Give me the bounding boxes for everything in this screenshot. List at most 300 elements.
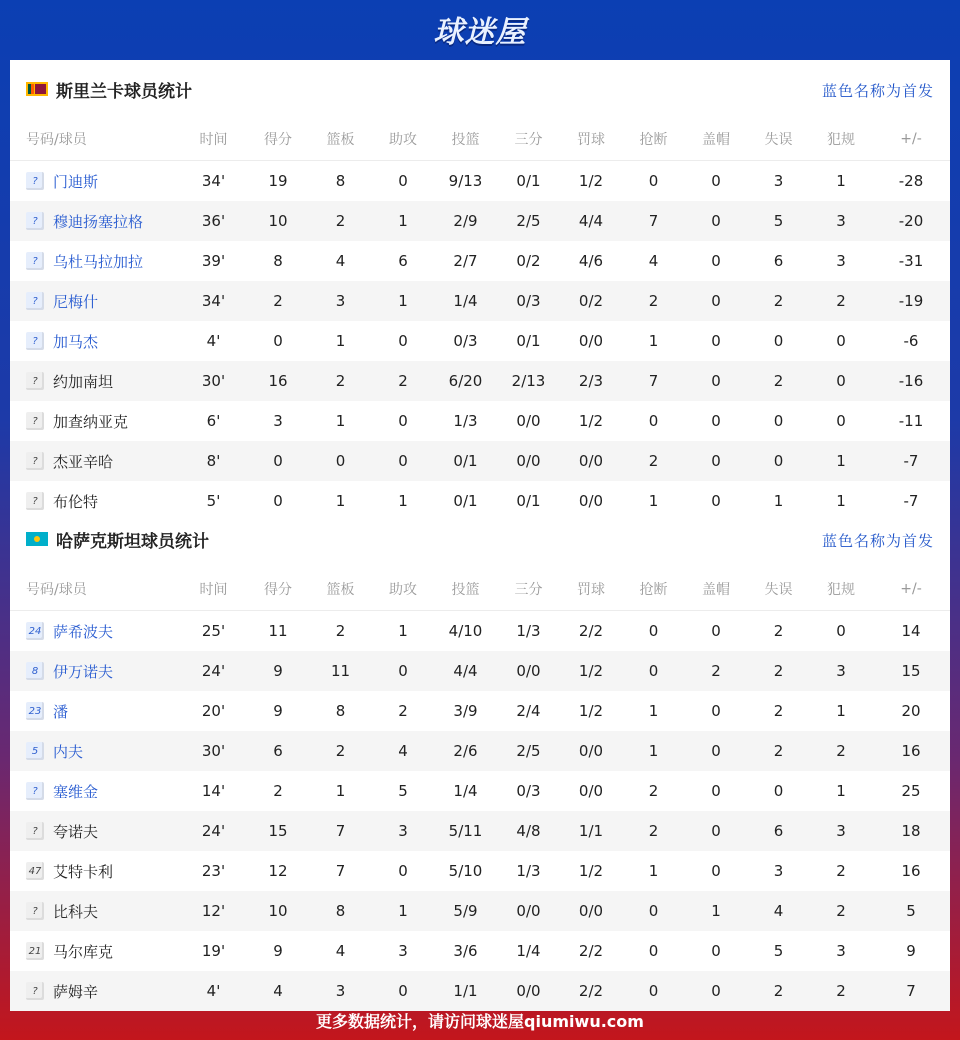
logo-text: 球迷屋 [433, 15, 527, 50]
player-name: 布伦特 [53, 492, 99, 511]
stat-cell: 3 [836, 252, 846, 270]
jersey-number-badge: ? [26, 332, 44, 350]
stat-cell: 2 [247, 281, 309, 321]
stat-cell: 0 [773, 332, 784, 350]
stat-cell: 9 [273, 702, 283, 720]
player-cell[interactable] [10, 691, 180, 731]
stat-cell: 8' [180, 441, 247, 481]
stat-cell: 1/2 [578, 412, 604, 430]
player-name: 艾特卡利 [53, 862, 114, 881]
stat-cell: 2/7 [453, 252, 478, 270]
player-stats-table [10, 118, 950, 521]
starter-player-name-link[interactable]: 潘 [53, 702, 69, 721]
stat-cell: 0 [372, 651, 434, 691]
stat-cell: 0 [622, 891, 685, 931]
stat-cell: 4/6 [578, 252, 604, 270]
table-row [10, 441, 950, 481]
player-name: 马尔库克 [53, 942, 114, 961]
stat-cell: 30' [180, 731, 247, 771]
stat-cell: -7 [903, 492, 919, 510]
stat-cell: 0/1 [434, 441, 497, 481]
stat-cell: 0/3 [497, 281, 560, 321]
stat-cell: 6 [398, 252, 408, 270]
table-header-row [10, 568, 950, 611]
starter-player-name-link[interactable]: 穆迪扬塞拉格 [53, 212, 144, 231]
stat-cell: 12' [180, 891, 247, 931]
player-cell [10, 891, 180, 931]
stat-cell: 1/4 [453, 782, 478, 800]
stat-cell: 24' [180, 651, 247, 691]
stat-cell: 2/2 [578, 622, 604, 640]
stat-cell: 6 [247, 731, 309, 771]
stat-cell: 14 [901, 622, 921, 640]
stat-cell: 0/1 [516, 332, 541, 350]
stat-cell: 1/3 [453, 412, 478, 430]
stat-cell: 3 [836, 942, 846, 960]
stat-cell: 2 [309, 731, 372, 771]
stat-cell: 0/0 [497, 971, 560, 1011]
stat-cell: 4 [747, 891, 810, 931]
player-name: 萨姆辛 [53, 982, 99, 1001]
stat-cell: 4' [206, 332, 221, 350]
player-cell[interactable] [10, 201, 180, 241]
stat-cell: 0 [273, 332, 283, 350]
stat-cell: 3 [309, 971, 372, 1011]
stat-cell: 0 [711, 412, 721, 430]
stat-cell: 9 [906, 942, 916, 960]
stat-cell: 20 [901, 702, 921, 720]
stat-cell: 1 [836, 702, 846, 720]
stat-cell: 15 [247, 811, 309, 851]
stat-cell: 2 [810, 891, 872, 931]
stat-cell: 1/1 [560, 811, 622, 851]
stat-cell: 10 [247, 891, 309, 931]
stat-cell: 2/3 [560, 361, 622, 401]
stat-cell: 25 [901, 782, 921, 800]
player-cell [10, 851, 180, 891]
starter-player-name-link[interactable]: 乌杜马拉加拉 [53, 252, 144, 271]
stat-cell: 4 [335, 252, 346, 270]
kazakhstan-flag-icon [26, 532, 48, 546]
stat-cell: 3 [372, 811, 434, 851]
column-header: 篮板 [309, 118, 372, 161]
player-cell[interactable] [10, 771, 180, 811]
table-row [10, 891, 950, 931]
column-header: 得分 [247, 568, 309, 611]
stat-cell: 0/0 [497, 651, 560, 691]
stat-cell: 1 [335, 332, 346, 350]
stat-cell: 15 [872, 651, 950, 691]
stat-cell: 1 [622, 731, 685, 771]
stats-card [10, 60, 950, 1000]
stat-cell: 0 [648, 412, 659, 430]
jersey-number-badge: 8 [26, 662, 44, 680]
stat-cell: 0/3 [453, 332, 478, 350]
stat-cell: 5/10 [448, 862, 483, 880]
stat-cell: 30' [180, 361, 247, 401]
column-header: 罚球 [560, 118, 622, 161]
stat-cell: 7 [622, 201, 685, 241]
stat-cell: 4/4 [434, 651, 497, 691]
stat-cell: 2 [773, 622, 784, 640]
stat-cell: 0 [309, 441, 372, 481]
stat-cell: 0 [773, 782, 784, 800]
stat-cell: 0/1 [516, 492, 541, 510]
footer-text: 更多数据统计，请访问球迷屋qiumiwu.com [316, 1011, 644, 1031]
table-row [10, 241, 950, 281]
stat-cell: 0 [711, 782, 721, 800]
stat-cell: 0 [685, 361, 747, 401]
stat-cell: 0 [711, 702, 721, 720]
stat-cell: 0/0 [497, 441, 560, 481]
stat-cell: 0/3 [516, 782, 541, 800]
stat-cell: 2 [810, 731, 872, 771]
site-logo[interactable] [0, 0, 960, 58]
jersey-number-badge: ? [26, 902, 44, 920]
stat-cell: 8 [335, 172, 346, 190]
jersey-number-badge: ? [26, 372, 44, 390]
stat-cell: 2 [810, 281, 872, 321]
stat-cell: 34' [180, 281, 247, 321]
starter-legend: 蓝色名称为首发 [821, 532, 934, 550]
stat-cell: 20' [201, 702, 226, 720]
stat-cell: 2/6 [434, 731, 497, 771]
table-header-row [10, 118, 950, 161]
stat-cell: 1 [648, 862, 659, 880]
stat-cell: 0 [398, 412, 408, 430]
table-row [10, 851, 950, 891]
column-header: 时间 [180, 568, 247, 611]
stat-cell: 4/4 [560, 201, 622, 241]
player-name: 比科夫 [53, 902, 99, 921]
table-row [10, 611, 950, 652]
stat-cell: 5' [206, 492, 221, 510]
stat-cell: 0 [685, 281, 747, 321]
jersey-number-badge: ? [26, 292, 44, 310]
stat-cell: 0 [372, 441, 434, 481]
table-row [10, 651, 950, 691]
stat-cell: 0 [773, 412, 784, 430]
stat-cell: -19 [872, 281, 950, 321]
stat-cell: 6/20 [434, 361, 497, 401]
stat-cell: 3 [309, 281, 372, 321]
stat-cell: 12 [268, 862, 288, 880]
table-row [10, 811, 950, 851]
stat-cell: 0 [711, 492, 721, 510]
player-name: 夸诺夫 [53, 822, 99, 841]
stat-cell: 1 [648, 332, 659, 350]
stat-cell: 7 [622, 361, 685, 401]
stat-cell: 2/9 [434, 201, 497, 241]
stat-cell: 16 [247, 361, 309, 401]
column-header: 号码/球员 [10, 568, 180, 611]
jersey-number-badge: ? [26, 212, 44, 230]
stat-cell: 0 [622, 651, 685, 691]
stat-cell: 2 [836, 862, 846, 880]
stat-cell: 25' [201, 622, 226, 640]
stat-cell: 0/0 [560, 731, 622, 771]
jersey-number-badge: ? [26, 452, 44, 470]
column-header: 盖帽 [685, 118, 747, 161]
stat-cell: 0 [372, 971, 434, 1011]
stat-cell: 3 [773, 172, 784, 190]
jersey-number-badge: 21 [26, 942, 44, 960]
stat-cell: 16 [901, 862, 921, 880]
stat-cell: 24' [180, 811, 247, 851]
stat-cell: 39' [201, 252, 226, 270]
starter-player-name-link[interactable]: 萨希波夫 [53, 622, 114, 641]
starter-player-name-link[interactable]: 尼梅什 [53, 292, 99, 311]
stat-cell: 1 [398, 492, 408, 510]
stat-cell: 3 [773, 862, 784, 880]
stat-cell: 0 [685, 731, 747, 771]
stat-cell: 8 [309, 891, 372, 931]
player-cell[interactable] [10, 731, 180, 771]
table-row [10, 321, 950, 361]
column-header: 三分 [497, 118, 560, 161]
stat-cell: 9/13 [448, 172, 483, 190]
table-row [10, 201, 950, 241]
jersey-number-badge: ? [26, 252, 44, 270]
stat-cell: 1/3 [516, 622, 541, 640]
stat-cell: 11 [268, 622, 288, 640]
stat-cell: 10 [247, 201, 309, 241]
stat-cell: 3 [273, 412, 283, 430]
stat-cell: 2 [747, 281, 810, 321]
stat-cell: 0 [398, 862, 408, 880]
stat-cell: 2/2 [578, 942, 604, 960]
player-name: 加查纳亚克 [53, 412, 129, 431]
column-header: 号码/球员 [10, 118, 180, 161]
column-header: 篮板 [309, 568, 372, 611]
player-stats-table [10, 568, 950, 1011]
player-cell[interactable] [10, 321, 180, 361]
stat-cell: 9 [273, 942, 283, 960]
stat-cell: 5/11 [434, 811, 497, 851]
stat-cell: 34' [201, 172, 226, 190]
stat-cell: 0/1 [516, 172, 541, 190]
stat-cell: 1 [335, 412, 346, 430]
stat-cell: 0/0 [560, 441, 622, 481]
jersey-number-badge: ? [26, 492, 44, 510]
stat-cell: 0 [836, 332, 846, 350]
table-row [10, 161, 950, 202]
stat-cell: 1/1 [434, 971, 497, 1011]
stat-cell: 6 [773, 252, 784, 270]
stat-cell: 1 [648, 492, 659, 510]
stat-cell: 0/0 [516, 412, 541, 430]
stat-cell: 6 [747, 811, 810, 851]
player-cell [10, 401, 180, 441]
stat-cell: 2 [622, 441, 685, 481]
stat-cell: 2 [622, 281, 685, 321]
stat-cell: 2 [372, 361, 434, 401]
stat-cell: -28 [898, 172, 924, 190]
stat-cell: 1 [398, 622, 408, 640]
stat-cell: 2 [309, 361, 372, 401]
stat-cell: 1 [836, 782, 846, 800]
stat-cell: 6' [206, 412, 221, 430]
stat-cell: 1 [372, 201, 434, 241]
starter-player-name-link[interactable]: 加马杰 [53, 332, 99, 351]
stat-cell: 0 [622, 971, 685, 1011]
stat-cell: 2 [398, 702, 408, 720]
table-row [10, 281, 950, 321]
starter-player-name-link[interactable]: 内夫 [53, 742, 84, 761]
stat-cell: 3 [810, 651, 872, 691]
stat-cell: 2 [309, 201, 372, 241]
stat-cell: 1/2 [578, 862, 604, 880]
column-header: 助攻 [372, 118, 434, 161]
jersey-number-badge: ? [26, 412, 44, 430]
stat-cell: 0 [711, 942, 721, 960]
jersey-number-badge: 47 [26, 862, 44, 880]
starter-legend: 蓝色名称为首发 [821, 82, 934, 100]
starter-player-name-link[interactable]: 伊万诺夫 [53, 662, 114, 681]
stat-cell: -16 [872, 361, 950, 401]
stat-cell: 18 [872, 811, 950, 851]
column-header: 时间 [180, 118, 247, 161]
stat-cell: 0 [648, 622, 659, 640]
stat-cell: 2 [747, 731, 810, 771]
stat-cell: 2 [747, 971, 810, 1011]
table-row [10, 931, 950, 971]
stat-cell: 0 [685, 441, 747, 481]
column-header: +/- [872, 568, 950, 611]
stat-cell: 4 [648, 252, 659, 270]
stat-cell: 2/5 [497, 201, 560, 241]
stat-cell: 0 [685, 811, 747, 851]
stat-cell: 5 [773, 942, 784, 960]
column-header: 盖帽 [685, 568, 747, 611]
stat-cell: 1/4 [434, 281, 497, 321]
stat-cell: 1/2 [578, 702, 604, 720]
stat-cell: 1 [372, 281, 434, 321]
stat-cell: 2/2 [560, 971, 622, 1011]
player-cell [10, 361, 180, 401]
stat-cell: 14' [201, 782, 226, 800]
stat-cell: 3/6 [453, 942, 478, 960]
stat-cell: -20 [872, 201, 950, 241]
stat-cell: 4 [372, 731, 434, 771]
player-cell[interactable] [10, 241, 180, 281]
stat-cell: 2 [622, 811, 685, 851]
stat-cell: 0 [836, 412, 846, 430]
column-header: 三分 [497, 568, 560, 611]
stat-cell: 5 [872, 891, 950, 931]
player-cell[interactable] [10, 611, 180, 652]
section-header [10, 60, 950, 118]
jersey-number-badge: ? [26, 822, 44, 840]
stat-cell: 19 [268, 172, 288, 190]
stat-cell: 4' [180, 971, 247, 1011]
stat-cell: 0 [711, 622, 721, 640]
column-header: 犯规 [810, 568, 872, 611]
stat-cell: 2 [273, 782, 283, 800]
stat-cell: 0 [711, 332, 721, 350]
stat-cell: 1/2 [578, 172, 604, 190]
section-header [10, 510, 950, 568]
footer-banner[interactable] [0, 1000, 960, 1040]
stat-cell: 3 [398, 942, 408, 960]
stat-cell: 2 [685, 651, 747, 691]
stat-cell: 2/5 [497, 731, 560, 771]
table-row [10, 691, 950, 731]
stat-cell: 0/0 [497, 891, 560, 931]
column-header: 犯规 [810, 118, 872, 161]
stat-cell: 0 [648, 942, 659, 960]
stat-cell: 0 [398, 172, 408, 190]
table-row [10, 401, 950, 441]
stat-cell: 9 [247, 651, 309, 691]
column-header: 罚球 [560, 568, 622, 611]
stat-cell: 2 [747, 361, 810, 401]
player-cell[interactable] [10, 651, 180, 691]
table-row [10, 771, 950, 811]
stat-cell: 1 [648, 702, 659, 720]
stat-cell: 4 [247, 971, 309, 1011]
jersey-number-badge: ? [26, 172, 44, 190]
stat-cell: 1 [335, 492, 346, 510]
stat-cell: 8 [335, 702, 346, 720]
player-cell[interactable] [10, 161, 180, 202]
stat-cell: 2 [747, 651, 810, 691]
column-header: 投篮 [434, 568, 497, 611]
column-header: 失误 [747, 568, 810, 611]
stat-cell: 1/2 [560, 651, 622, 691]
stat-cell: 2 [335, 622, 346, 640]
stat-cell: 7 [335, 862, 346, 880]
stat-cell: 2/13 [497, 361, 560, 401]
stat-cell: 0/0 [578, 332, 604, 350]
sri-lanka-flag-icon [26, 82, 48, 96]
stat-cell: 7 [309, 811, 372, 851]
stat-cell: 1/4 [516, 942, 541, 960]
stat-cell: 4/10 [448, 622, 483, 640]
stat-cell: 0 [836, 622, 846, 640]
jersey-number-badge: 5 [26, 742, 44, 760]
stat-cell: 0 [273, 492, 283, 510]
stat-cell: -31 [898, 252, 924, 270]
player-name: 杰亚辛哈 [53, 452, 114, 471]
jersey-number-badge: 23 [26, 702, 44, 720]
stat-cell: 0 [711, 862, 721, 880]
stat-cell: 16 [872, 731, 950, 771]
starter-player-name-link[interactable]: 塞维金 [53, 782, 99, 801]
player-cell [10, 441, 180, 481]
stat-cell: 1 [810, 441, 872, 481]
stat-cell: 0/1 [453, 492, 478, 510]
starter-player-name-link[interactable]: 门迪斯 [53, 172, 99, 191]
stat-cell: 0 [747, 441, 810, 481]
stat-cell: 1 [773, 492, 784, 510]
stat-cell: 0 [685, 971, 747, 1011]
stat-cell: 0 [711, 172, 721, 190]
stat-cell: 5 [398, 782, 408, 800]
player-cell[interactable] [10, 281, 180, 321]
stat-cell: 0 [247, 441, 309, 481]
section-title: 哈萨克斯坦球员统计 [56, 531, 209, 552]
stat-cell: 1 [685, 891, 747, 931]
stat-cell: 2 [810, 971, 872, 1011]
stat-cell: 0 [685, 201, 747, 241]
stat-cell: 0/0 [578, 782, 604, 800]
stat-cell: 4/8 [497, 811, 560, 851]
stat-cell: 2/4 [516, 702, 541, 720]
column-header: 抢断 [622, 118, 685, 161]
stat-cell: 1 [836, 492, 846, 510]
stat-cell: 1/3 [516, 862, 541, 880]
